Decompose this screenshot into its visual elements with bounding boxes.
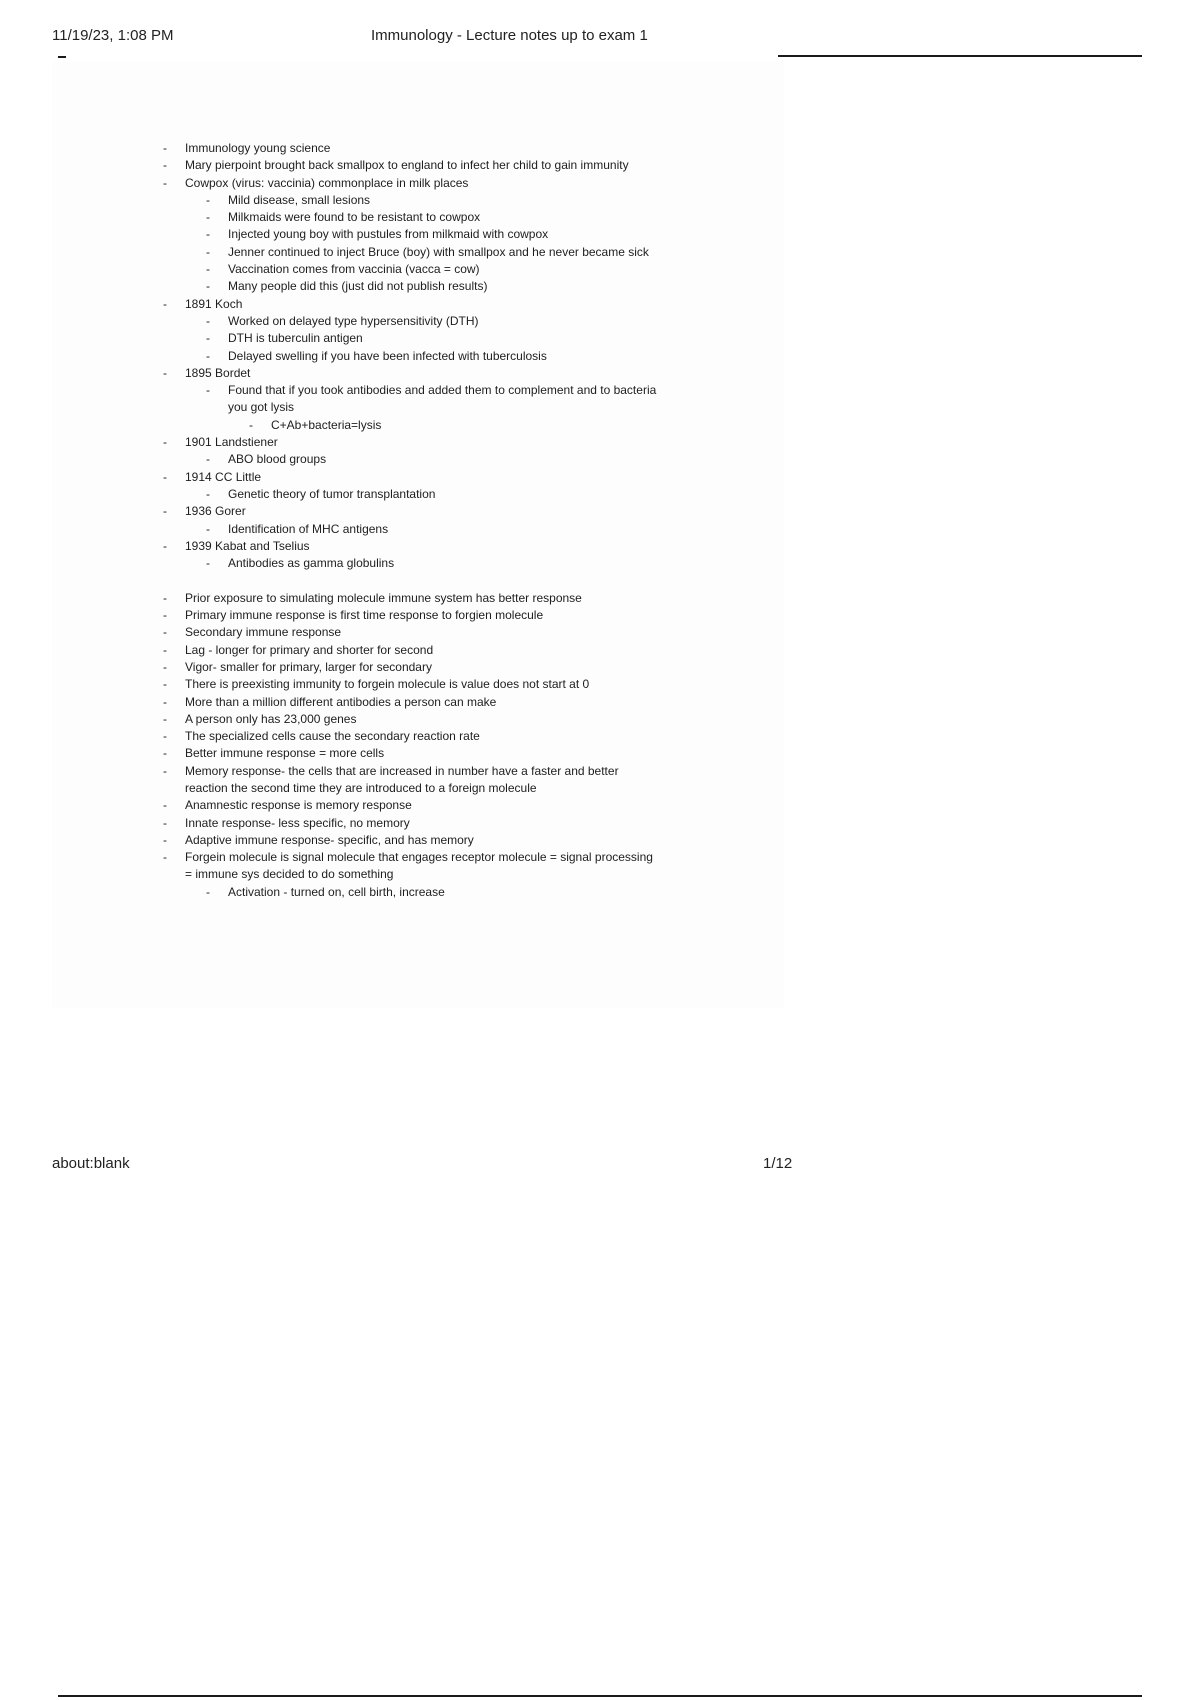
bullet-dash: - — [163, 625, 167, 640]
bullet-dash: - — [206, 884, 210, 899]
note-subitem — [0, 884, 1200, 901]
note-subitem — [0, 209, 1200, 226]
note-text: DTH is tuberculin antigen — [228, 331, 363, 346]
note-text: 1891 Koch — [185, 296, 243, 311]
note-continuation — [0, 866, 1200, 883]
note-text: More than a million different antibodies a person can make — [185, 694, 497, 709]
note-subitem — [0, 486, 1200, 503]
note-text: C+Ab+bacteria=lysis — [271, 417, 382, 432]
bullet-dash: - — [206, 262, 210, 277]
note-text: Antibodies as gamma globulins — [228, 556, 395, 571]
note-text: reaction the second time they are introduced to a foreign molecule — [185, 780, 537, 795]
note-text: 1939 Kabat and Tselius — [185, 538, 310, 553]
note-text: Forgein molecule is signal molecule that engages receptor molecule = signal processing — [185, 850, 653, 865]
note-item — [0, 469, 1200, 486]
note-subitem — [0, 348, 1200, 365]
note-subitem — [0, 330, 1200, 347]
bullet-dash: - — [163, 590, 167, 605]
note-item — [0, 157, 1200, 174]
note-text: Found that if you took antibodies and added them to complement and to bacteria — [228, 383, 657, 398]
header-tick-mark — [58, 56, 66, 58]
note-text: 1895 Bordet — [185, 365, 251, 380]
note-continuation — [0, 399, 1200, 416]
note-text: Many people did this (just did not publish results) — [228, 279, 488, 294]
bullet-dash: - — [163, 608, 167, 623]
note-item — [0, 849, 1200, 866]
note-subitem — [0, 244, 1200, 261]
note-text: 1936 Gorer — [185, 504, 246, 519]
bullet-dash: - — [163, 642, 167, 657]
bullet-dash: - — [163, 469, 167, 484]
bullet-dash: - — [163, 815, 167, 830]
note-subitem — [0, 226, 1200, 243]
note-text: Memory response- the cells that are increased in number have a faster and better — [185, 763, 619, 778]
bullet-dash: - — [206, 313, 210, 328]
bullet-dash: - — [206, 244, 210, 259]
note-subitem — [0, 192, 1200, 209]
note-text: Milkmaids were found to be resistant to cowpox — [228, 210, 481, 225]
header-rule — [778, 55, 1142, 57]
note-text: Vaccination comes from vaccinia (vacca = cow) — [228, 262, 480, 277]
note-continuation — [0, 780, 1200, 797]
note-text: Secondary immune response — [185, 625, 342, 640]
note-text: 1914 CC Little — [185, 469, 262, 484]
note-text: 1901 Landstiener — [185, 435, 278, 450]
bullet-dash: - — [163, 296, 167, 311]
note-text: Vigor- smaller for primary, larger for secondary — [185, 659, 432, 674]
bullet-dash: - — [163, 729, 167, 744]
note-text: Anamnestic response is memory response — [185, 798, 412, 813]
note-text: you got lysis — [228, 400, 295, 415]
note-item — [0, 728, 1200, 745]
page-url: about:blank — [52, 1155, 130, 1172]
note-text: Immunology young science — [185, 141, 331, 155]
bullet-dash: - — [206, 521, 210, 536]
note-text: Innate response- less specific, no memory — [185, 815, 410, 830]
document-title: Immunology - Lecture notes up to exam 1 — [371, 27, 648, 44]
note-item — [0, 815, 1200, 832]
note-subitem — [0, 521, 1200, 538]
note-text: Better immune response = more cells — [185, 746, 385, 761]
bullet-dash: - — [206, 331, 210, 346]
bullet-dash: - — [163, 659, 167, 674]
bullet-dash: - — [249, 417, 253, 432]
bullet-dash: - — [206, 192, 210, 207]
footer-rule — [58, 1695, 1142, 1697]
note-text: Prior exposure to simulating molecule immune system has better response — [185, 590, 582, 605]
note-text: Mary pierpoint brought back smallpox to england to infect her child to gain immunity — [185, 158, 629, 173]
note-item — [0, 676, 1200, 693]
note-text: = immune sys decided to do something — [185, 867, 394, 882]
note-subitem — [0, 313, 1200, 330]
note-text: Worked on delayed type hypersensitivity (DTH) — [228, 313, 479, 328]
bullet-dash: - — [163, 365, 167, 380]
note-subitem — [0, 451, 1200, 468]
note-text: Activation - turned on, cell birth, increase — [228, 884, 445, 899]
note-item — [0, 296, 1200, 313]
note-item — [0, 590, 1200, 607]
bullet-dash: - — [206, 348, 210, 363]
note-text: Delayed swelling if you have been infected with tuberculosis — [228, 348, 547, 363]
note-subitem — [0, 261, 1200, 278]
bullet-dash: - — [206, 227, 210, 242]
lecture-notes-list — [0, 140, 1200, 901]
note-item — [0, 711, 1200, 728]
note-text: Genetic theory of tumor transplantation — [228, 486, 436, 501]
print-date-time: 11/19/23, 1:08 PM — [52, 27, 174, 44]
bullet-dash: - — [163, 504, 167, 519]
bullet-dash: - — [163, 694, 167, 709]
note-text: Primary immune response is first time response to forgien molecule — [185, 608, 544, 623]
note-item — [0, 140, 1200, 157]
note-text: Cowpox (virus: vaccinia) commonplace in milk places — [185, 175, 469, 190]
note-text: Adaptive immune response- specific, and has memory — [185, 832, 474, 847]
note-item — [0, 503, 1200, 520]
note-text: Identification of MHC antigens — [228, 521, 389, 536]
bullet-dash: - — [163, 850, 167, 865]
note-item — [0, 797, 1200, 814]
bullet-dash: - — [163, 711, 167, 726]
note-text: There is preexisting immunity to forgein molecule is value does not start at 0 — [185, 677, 590, 692]
note-text: Injected young boy with pustules from milkmaid with cowpox — [228, 227, 549, 242]
note-item — [0, 175, 1200, 192]
note-item — [0, 745, 1200, 762]
bullet-dash: - — [163, 158, 167, 173]
bullet-dash: - — [163, 763, 167, 778]
bullet-dash: - — [206, 556, 210, 571]
note-item — [0, 763, 1200, 780]
bullet-dash: - — [163, 435, 167, 450]
note-text: A person only has 23,000 genes — [185, 711, 357, 726]
bullet-dash: - — [206, 486, 210, 501]
note-item — [0, 832, 1200, 849]
bullet-dash: - — [206, 210, 210, 225]
note-text: The specialized cells cause the secondary reaction rate — [185, 729, 480, 744]
note-item — [0, 642, 1200, 659]
note-item — [0, 538, 1200, 555]
bullet-dash: - — [163, 141, 167, 155]
bullet-dash: - — [163, 677, 167, 692]
page-number: 1/12 — [763, 1155, 793, 1172]
bullet-dash: - — [163, 538, 167, 553]
bullet-dash: - — [163, 832, 167, 847]
note-subitem — [0, 382, 1200, 399]
note-item — [0, 659, 1200, 676]
note-item — [0, 434, 1200, 451]
note-subitem — [0, 278, 1200, 295]
bullet-dash: - — [163, 798, 167, 813]
note-text: Jenner continued to inject Bruce (boy) with smallpox and he never became sick — [228, 244, 649, 259]
note-item — [0, 607, 1200, 624]
bullet-dash: - — [206, 452, 210, 467]
note-item — [0, 365, 1200, 382]
section-spacer — [0, 572, 1200, 589]
bullet-dash: - — [206, 383, 210, 398]
note-text: Lag - longer for primary and shorter for second — [185, 642, 434, 657]
note-item — [0, 694, 1200, 711]
note-text: Mild disease, small lesions — [228, 192, 371, 207]
bullet-dash: - — [163, 746, 167, 761]
note-subitem — [0, 555, 1200, 572]
bullet-dash: - — [163, 175, 167, 190]
note-subsubitem — [0, 417, 1200, 434]
note-text: ABO blood groups — [228, 452, 327, 467]
note-item — [0, 624, 1200, 641]
bullet-dash: - — [206, 279, 210, 294]
